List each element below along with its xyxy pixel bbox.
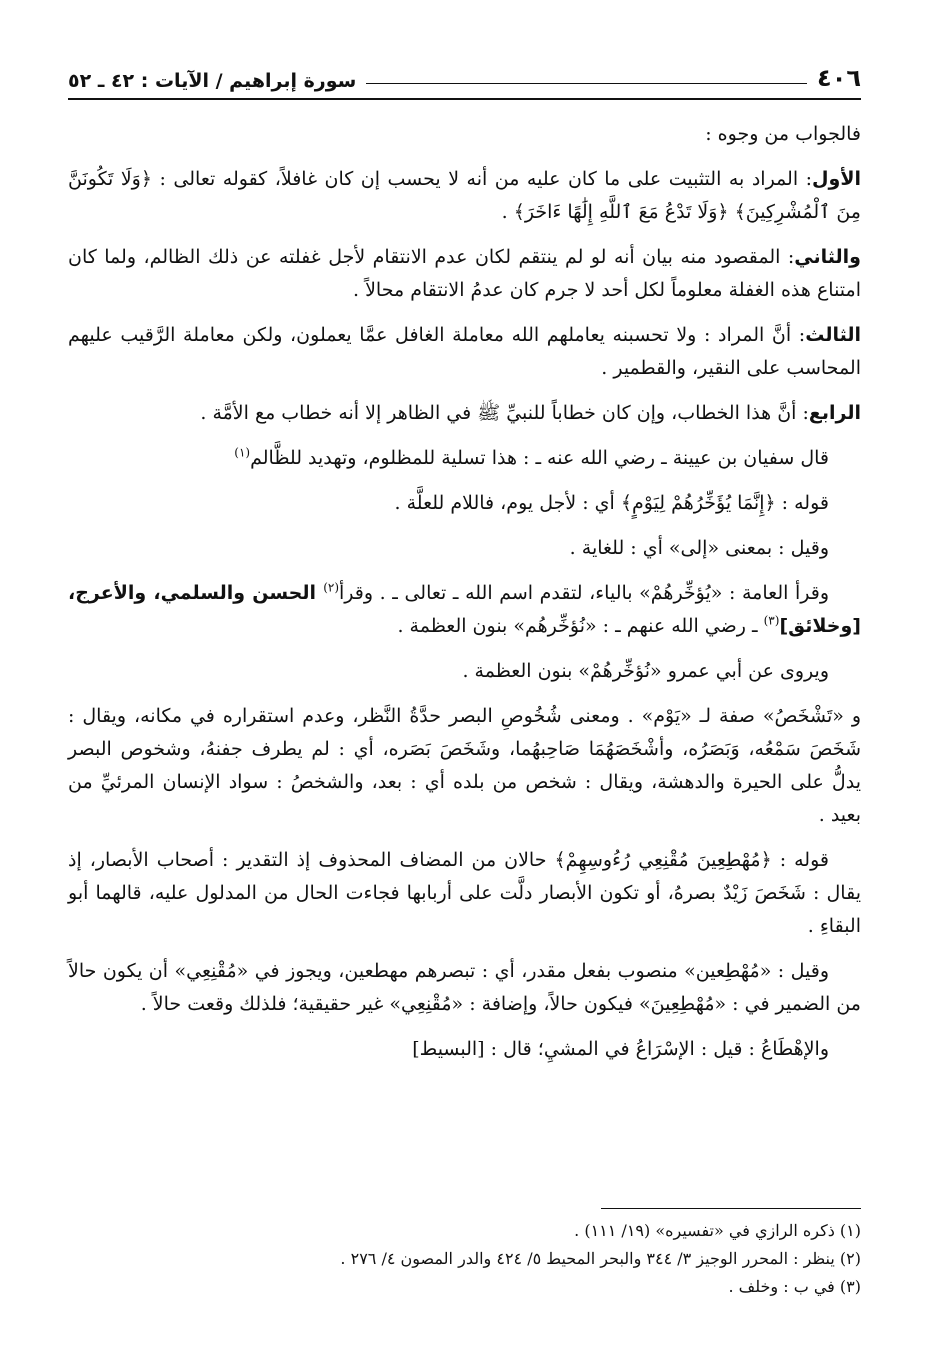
footnote-rule — [601, 1208, 861, 1209]
footnote: (٣) في ب : وخلف . — [728, 1277, 861, 1296]
paragraph-text: قوله : ﴿مُهْطِعِينَ مُقْنِعِي رُءُوسِهِمْ﴾ حالان من المضاف المحذوف إذ التقدير : أصحاب الأبصار، إذ يقال : شَخَصَ زَيْدٌ بصرهُ، أو تكون الأبصار دلَّت على أربابها فجاءت الحال من المدلول عليه، قالهما أبو البقاءِ . — [68, 849, 861, 937]
paragraph-lead: الرابع — [808, 402, 861, 424]
footnote-ref: (٢) — [323, 580, 340, 595]
paragraph-text: و «تَشْخَصُ» صفة لـ «يَوْم» . ومعنى شُخُوصِ البصر حدَّةُ النَّظر، وعدم استقراره في مكانه، ويقال : شَخَصَ سَمْعُه، وَبَصَرُه، وأشْخَصَهُمَا صَاحِبهُما، وشَخَصَ بَصَره، أي : لم يطرف جفنهُ، وشخوص البصر يدلُّ على الحيرة والدهشة، ويقال : شخص من بلده أي : بعد، والشخصُ : سواد الإنسان المرئيِّ من بعيد . — [68, 705, 861, 826]
paragraph-lead: الأول — [812, 168, 861, 190]
paragraph — [68, 844, 861, 943]
paragraph — [68, 442, 861, 475]
paragraph — [68, 700, 861, 832]
page-header — [68, 52, 861, 94]
paragraph-text: ويروى عن أبي عمرو «نُؤخِّرهُمْ» بنون العظمة . — [462, 660, 829, 682]
paragraph — [68, 241, 861, 307]
main-text — [68, 118, 861, 1066]
footnote: (٢) ينظر : المحرر الوجيز ٣/ ٣٤٤ والبحر المحيط ٥/ ٤٢٤ والدر المصون ٤/ ٢٧٦ . — [340, 1249, 861, 1268]
paragraph-text: الحسن والسلمي، والأعرج، [وخلائق] — [68, 582, 861, 637]
footnote-ref: (٣) — [763, 613, 780, 628]
paragraph-text: : أنَّ هذا الخطاب، وإن كان خطاباً للنبيِّ ﷺ في الظاهر إلا أنه خطاب مع الأمَّة . — [200, 402, 809, 424]
paragraph-text: : أنَّ المراد : ولا تحسبنه يعاملهم الله معاملة الغافل عمَّا يعملون، ولكن معاملة الرَّقيب عليهم المحاسب على النقير، والقطمير . — [68, 324, 861, 379]
footnotes — [68, 1208, 861, 1301]
paragraph-text: وقرأ العامة : «يُؤخِّرهُمْ» بالياء، لتقدم اسم الله ـ تعالى ـ . وقرأ — [339, 582, 829, 604]
paragraph — [68, 655, 861, 688]
paragraph-text: والإهْطَاعُ : قيل : الإسْرَاعُ في المشيِ؛ قال : [البسيط] — [412, 1038, 829, 1060]
paragraph-text: : المراد به التثبيت على ما كان عليه من أنه لا يحسب إن كان غافلاً، كقوله تعالى : ﴿وَلَا تَكُونَنَّ مِنَ ٱلْمُشْرِكِينَ﴾ ﴿وَلَا تَدْعُ مَعَ ٱللَّهِ إِلَٰهًا ءَاخَرَ﴾ . — [68, 168, 861, 223]
running-title: سورة إبراهيم / الآيات : ٤٢ ـ ٥٢ — [68, 70, 357, 92]
page-number: ٤٠٦ — [817, 64, 861, 92]
paragraph-text: : المقصود منه بيان أنه لو لم ينتقم لكان عدم الانتقام لأجل غفلته عن ذلك الظالم، ولما كان امتناع هذه الغفلة معلوماً لكل أحد لا جرم كان عدمُ الانتقام محالاً . — [68, 246, 861, 301]
header-line — [366, 83, 807, 84]
paragraph — [68, 577, 861, 643]
paragraph — [68, 397, 861, 430]
paragraph-text: وقيل : «مُهْطِعين» منصوب بفعل مقدر، أي : تبصرهم مهطعين، ويجوز في «مُقْنِعِي» أن يكون حالاً من الضمير في : «مُهْطِعِينَ» فيكون حالاً، وإضافة : «مُقْنِعِي» غير حقيقية؛ فلذلك وقعت حالاً . — [68, 960, 861, 1015]
paragraph-text: فالجواب من وجوه : — [705, 123, 861, 145]
paragraph — [68, 118, 861, 151]
paragraph — [68, 487, 861, 520]
paragraph-text: قال سفيان بن عيينة ـ رضي الله عنه ـ : هذا تسلية للمظلوم، وتهديد للظَّالم — [250, 447, 829, 469]
paragraph — [68, 163, 861, 229]
header-rule — [68, 98, 861, 100]
paragraph-text: قوله : ﴿إِنَّمَا يُؤَخِّرُهُمْ لِيَوْمٍ﴾ أي : لأجل يوم، فاللام للعلَّة . — [394, 492, 829, 514]
paragraph-lead: الثالث — [805, 324, 861, 346]
footnote: (١) ذكره الرازي في «تفسيره» (١٩/ ١١١) . — [574, 1221, 861, 1240]
paragraph-text: ـ رضي الله عنهم ـ : «نُؤخِّرهُم» بنون العظمة . — [397, 615, 764, 637]
paragraph — [68, 1033, 861, 1066]
paragraph — [68, 532, 861, 565]
paragraph — [68, 319, 861, 385]
footnote-ref: (١) — [234, 445, 251, 460]
paragraph-lead: والثاني — [794, 246, 861, 268]
paragraph-text: وقيل : بمعنى «إلى» أي : للغاية . — [569, 537, 829, 559]
paragraph — [68, 955, 861, 1021]
